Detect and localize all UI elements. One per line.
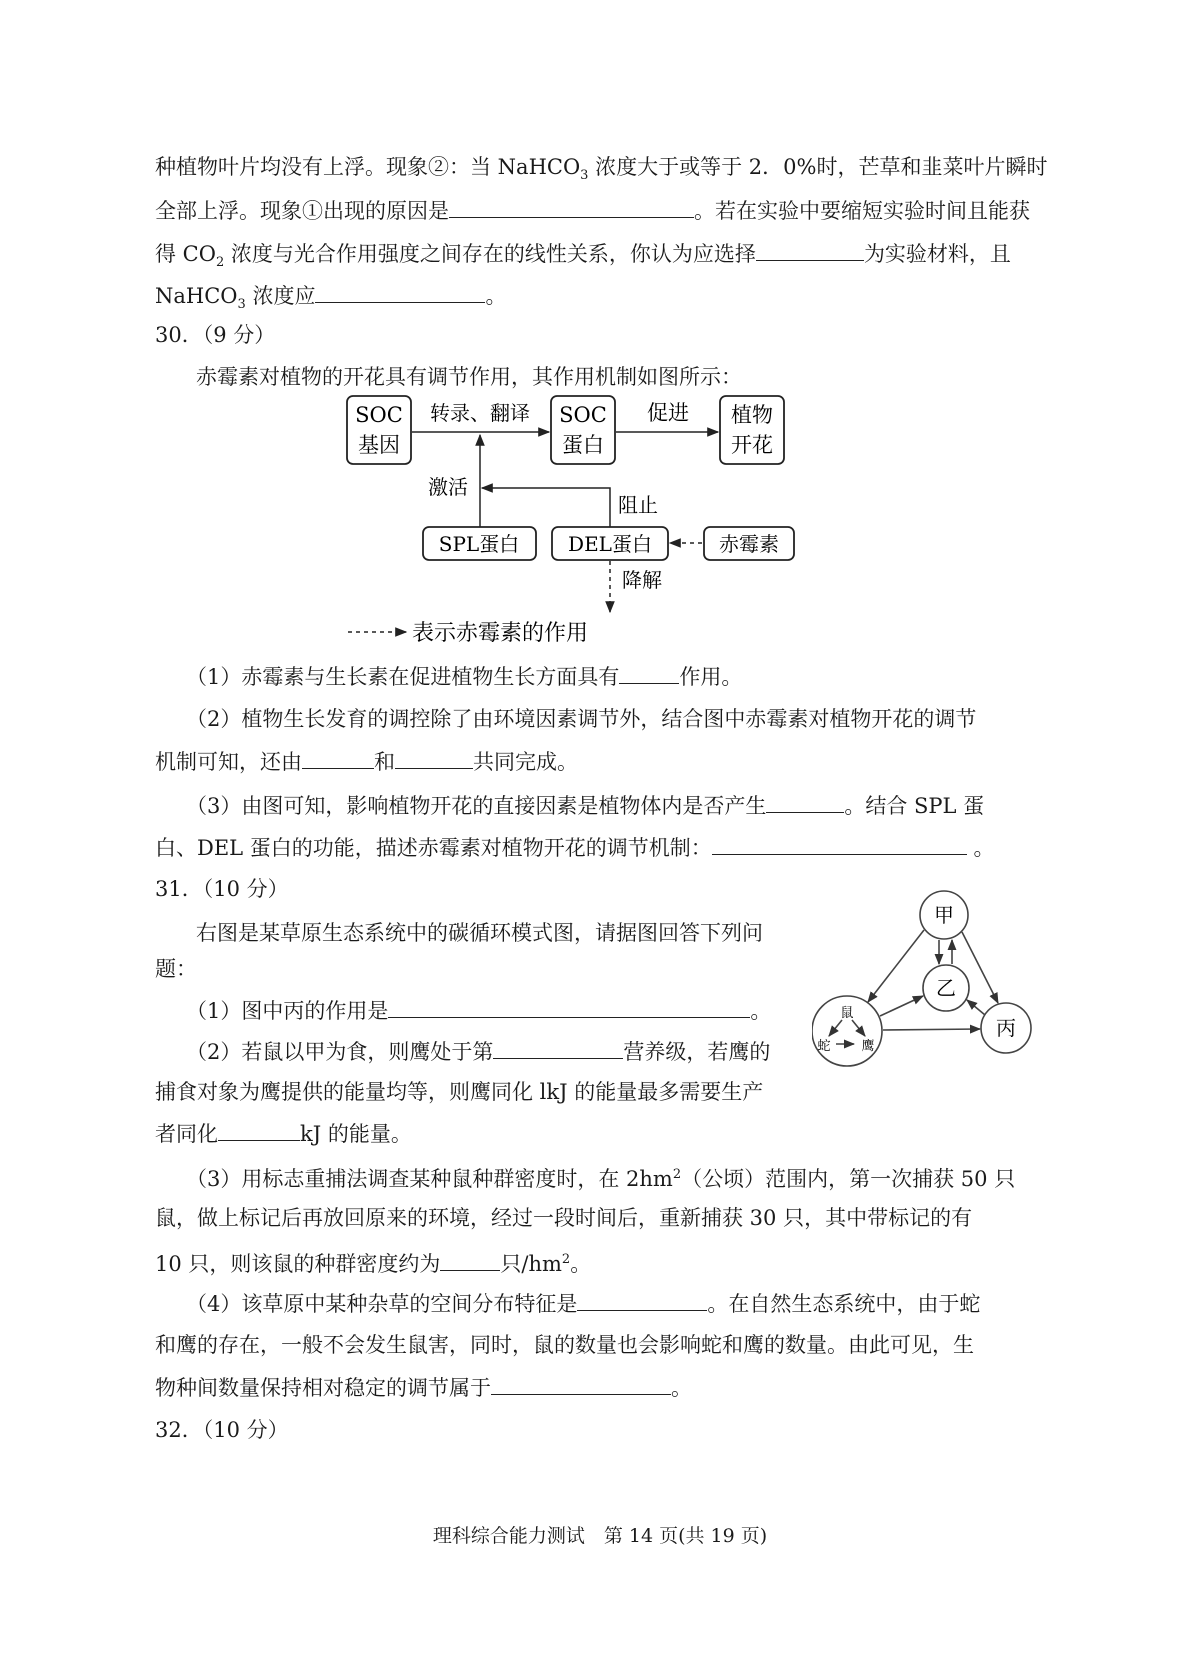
soc-gene-box bbox=[347, 396, 411, 464]
yi-label: 乙 bbox=[936, 976, 956, 1000]
answer-blank bbox=[440, 1248, 500, 1271]
answer-blank bbox=[218, 1118, 300, 1141]
text-line: 全部上浮。现象①出现的原因是 。若在实验中要缩短实验时间且能获 bbox=[155, 195, 1030, 226]
transcribe-label: 转录、翻译 bbox=[430, 401, 530, 425]
answer-blank bbox=[302, 746, 374, 769]
text-line: 得 $CO_2$ 浓度与光合作用强度之间存在的线性关系，你认为应选择 为实验材料，且 bbox=[155, 238, 1011, 278]
snake-label: 蛇 bbox=[817, 1039, 831, 1054]
text-line: （4）该草原中某种杂草的空间分布特征是 。在自然生态系统中，由于蛇 bbox=[186, 1288, 980, 1319]
text-line: （1）图中丙的作用是 。 bbox=[186, 995, 771, 1026]
legend-label: 表示赤霉素的作用 bbox=[412, 621, 589, 646]
bing-label: 丙 bbox=[996, 1016, 1016, 1040]
answer-blank bbox=[491, 1372, 671, 1395]
text-line: 捕食对象为鹰提供的能量均等，则鹰同化 lkJ 的能量最多需要生产 bbox=[155, 1080, 764, 1104]
question-31-heading: 31．（10 分） bbox=[155, 877, 289, 901]
carbon-cycle-diagram bbox=[812, 888, 1052, 1088]
text-line: （1）赤霉素与生长素在促进植物生长方面具有 作用。 bbox=[186, 661, 742, 692]
answer-blank bbox=[577, 1288, 707, 1311]
soc-protein-label-2: 蛋白 bbox=[562, 433, 604, 457]
flowering-label-1: 植物 bbox=[731, 403, 773, 427]
question-32-heading: 32．（10 分） bbox=[155, 1418, 289, 1442]
answer-blank bbox=[712, 832, 967, 855]
activate-label: 激活 bbox=[428, 475, 468, 499]
spl-protein-label: SPL蛋白 bbox=[438, 532, 520, 556]
gibberellin-box bbox=[704, 527, 794, 560]
text-line: 者同化 kJ 的能量。 bbox=[155, 1118, 412, 1149]
degrade-label: 降解 bbox=[622, 568, 662, 592]
text-line: 白、DEL 蛋白的功能，描述赤霉素对植物开花的调节机制： 。 bbox=[155, 832, 994, 863]
promote-label: 促进 bbox=[647, 401, 689, 425]
del-protein-label: DEL蛋白 bbox=[568, 532, 652, 556]
page-footer: 理科综合能力测试 第 14 页(共 19 页) bbox=[432, 1525, 768, 1547]
del-protein-box bbox=[552, 527, 668, 560]
text-line: （3）用标志重捕法调查某种鼠种群密度时，在 $2hm^2$（公顷）范围内，第一次捕获 50 只 bbox=[186, 1167, 1016, 1191]
answer-blank bbox=[756, 238, 864, 261]
spl-protein-box bbox=[423, 527, 536, 560]
question-31-intro: 右图是某草原生态系统中的碳循环模式图，请据图回答下列问 bbox=[196, 921, 763, 945]
text-line: （2）若鼠以甲为食，则鹰处于第 营养级，若鹰的 bbox=[186, 1036, 770, 1067]
soc-gene-label-1: SOC bbox=[355, 403, 403, 427]
soc-protein-label-1: SOC bbox=[559, 403, 607, 427]
answer-blank bbox=[449, 195, 694, 218]
question-30-intro: 赤霉素对植物的开花具有调节作用，其作用机制如图所示： bbox=[196, 365, 742, 389]
soc-protein-box bbox=[551, 396, 615, 464]
text-line: 鼠，做上标记后再放回原来的环境，经过一段时间后，重新捕获 30 只，其中带标记的有 bbox=[155, 1206, 973, 1230]
text-line: （2）植物生长发育的调控除了由环境因素调节外，结合图中赤霉素对植物开花的调节 bbox=[186, 707, 977, 731]
answer-blank bbox=[395, 746, 473, 769]
answer-blank bbox=[493, 1036, 623, 1059]
answer-blank bbox=[315, 280, 485, 303]
gibberellin-mechanism-diagram bbox=[340, 390, 820, 660]
text-line: 机制可知，还由 和 共同完成。 bbox=[155, 746, 578, 777]
text-line: 种植物叶片均没有上浮。现象②：当 NaHCO$_3$ 浓度大于或等于 2．0%时，芒草和韭菜叶片瞬时 bbox=[155, 155, 1048, 184]
flowering-label-2: 开花 bbox=[731, 433, 773, 457]
answer-blank bbox=[388, 995, 750, 1018]
text-line: 10 只，则该鼠的种群密度约为 只$/hm^2$。 bbox=[155, 1245, 591, 1279]
text-line: 题： bbox=[155, 957, 197, 981]
text-line: 物种间数量保持相对稳定的调节属于 。 bbox=[155, 1372, 692, 1403]
answer-blank bbox=[766, 790, 844, 813]
block-label: 阻止 bbox=[618, 493, 658, 517]
text-line: （3）由图可知，影响植物开花的直接因素是植物体内是否产生 。结合 SPL 蛋 bbox=[186, 790, 984, 821]
eagle-label: 鹰 bbox=[861, 1039, 875, 1054]
text-line: 和鹰的存在，一般不会发生鼠害，同时，鼠的数量也会影响蛇和鹰的数量。由此可见，生 bbox=[155, 1333, 974, 1357]
question-30-heading: 30．（9 分） bbox=[155, 323, 276, 347]
plant-flowering-box bbox=[720, 396, 784, 464]
soc-gene-label-2: 基因 bbox=[358, 433, 400, 457]
gibberellin-label: 赤霉素 bbox=[719, 532, 779, 556]
answer-blank bbox=[619, 661, 679, 684]
mouse-label: 鼠 bbox=[840, 1006, 854, 1021]
text-line: NaHCO$_3$ 浓度应 。 bbox=[155, 280, 506, 320]
block-arrow bbox=[482, 488, 610, 527]
jia-label: 甲 bbox=[934, 903, 954, 927]
